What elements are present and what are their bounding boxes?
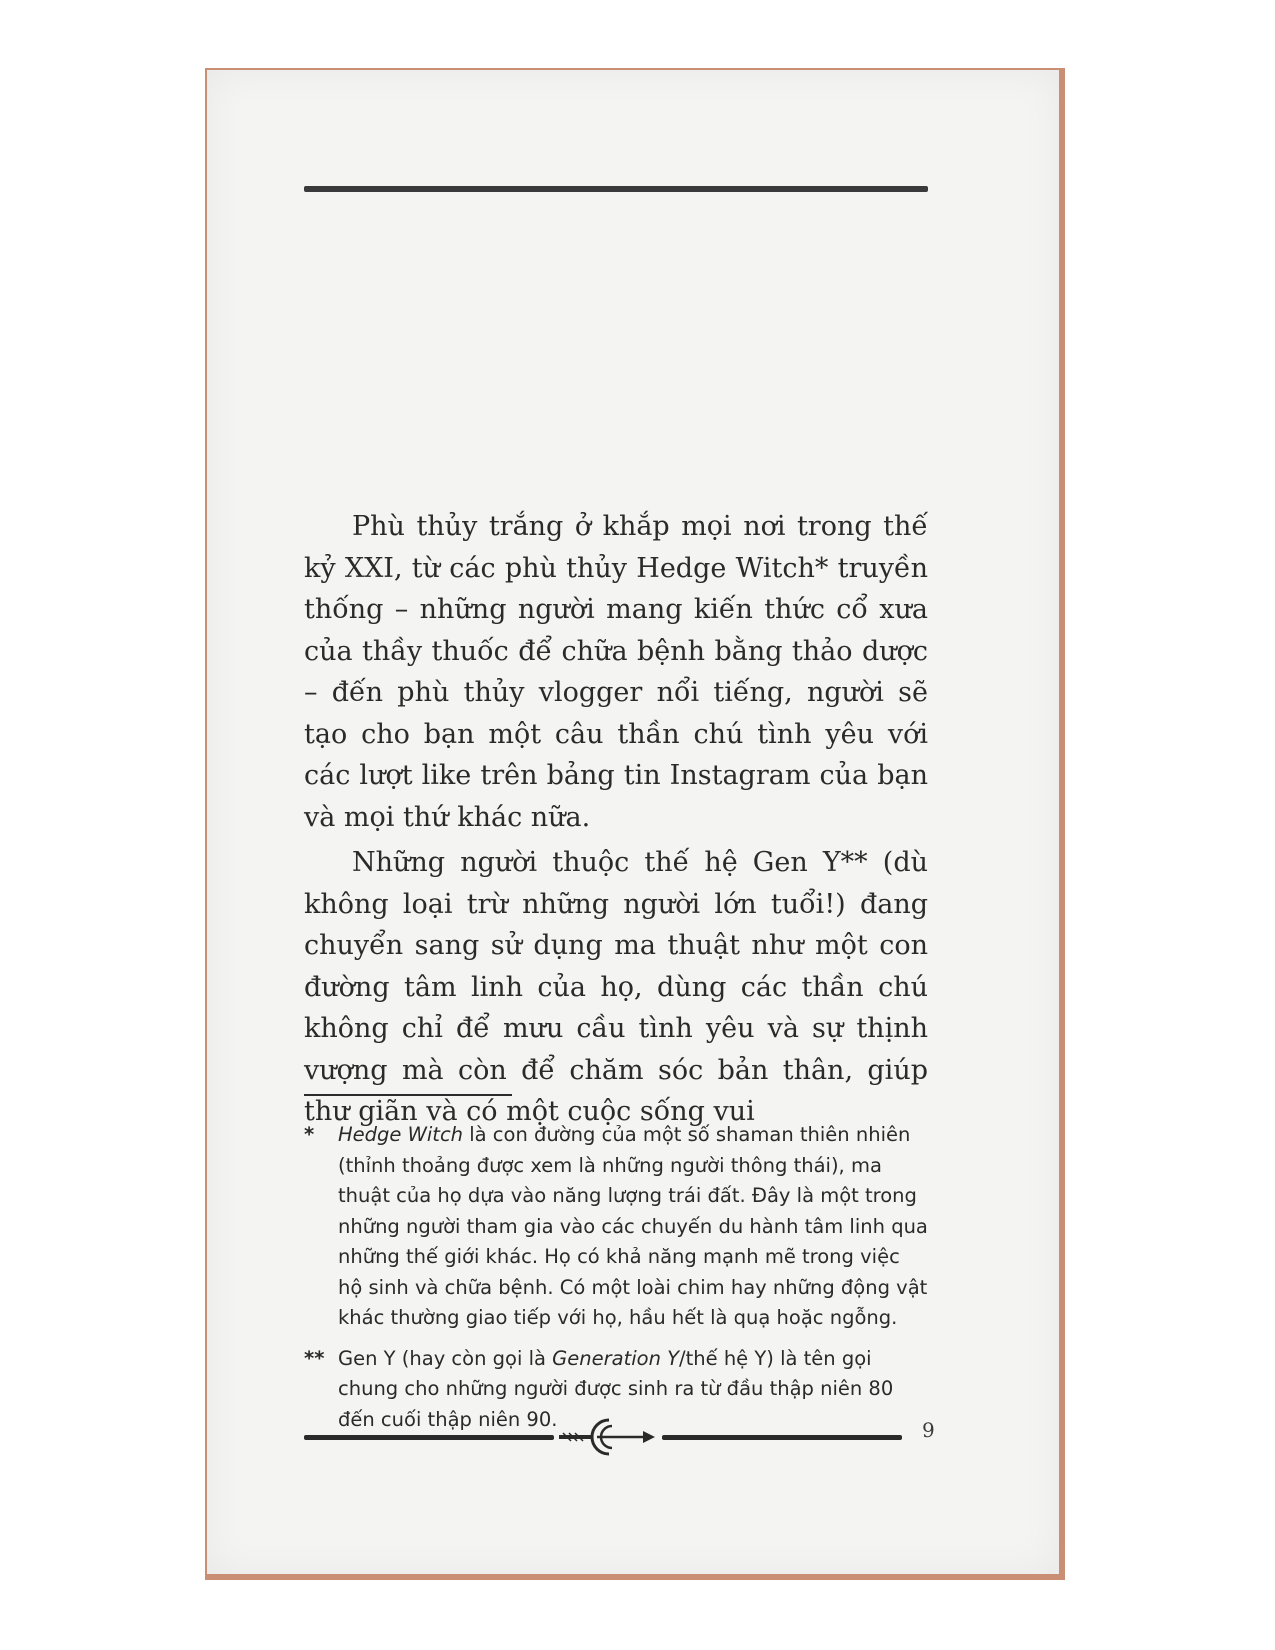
- footnote-2-before: Gen Y (hay còn gọi là: [338, 1346, 553, 1370]
- footnote-rule: [304, 1094, 512, 1096]
- footnote-1-mark: *: [304, 1123, 315, 1146]
- footnote-2-after: /thế hệ Y) là tên gọi chung cho những người được sinh ra từ đầu thập niên 80 đến cuối thập niên 90.: [338, 1346, 894, 1431]
- paragraph-2: Những người thuộc thế hệ Gen Y** (dù không loại trừ những người lớn tuổi!) đang chuyển sang sử dụng ma thuật như một con đường tâm linh của họ, dùng các thần chú không chỉ để mưu cầu tình yêu và sự thịnh vượng mà còn để chăm sóc bản thân, giúp thư giãn và có một cuộc sống vui: [304, 847, 928, 1127]
- footnote-1-body: là con đường của một số shaman thiên nhiên (thỉnh thoảng được xem là những người thông thái), ma thuật của họ dựa vào năng lượng trái đất. Đây là một trong những người tham gia vào các chuyến du hành tâm linh qua những thế giới khác. Họ có khả năng mạnh mẽ trong việc hộ sinh và chữa bệnh. Có một loài chim hay những động vật khác thường giao tiếp với họ, hầu hết là quạ hoặc ngỗng.: [338, 1123, 928, 1329]
- crescent-arrow-icon: [557, 1412, 657, 1462]
- footnote-2-term: Generation Y: [552, 1346, 680, 1370]
- footnote-2-mark: **: [304, 1346, 325, 1370]
- body-text: [304, 506, 928, 1137]
- footer-rule-right: [662, 1435, 902, 1440]
- footer-rule-left: [304, 1435, 554, 1440]
- footnotes: [304, 1120, 928, 1445]
- page-number: 9: [922, 1418, 935, 1442]
- footnote-1: [304, 1120, 928, 1334]
- header-rule: [304, 186, 928, 192]
- footnote-1-term: Hedge Witch: [338, 1123, 464, 1146]
- paragraph-1: Phù thủy trắng ở khắp mọi nơi trong thế kỷ XXI, từ các phù thủy Hedge Witch* truyền thống – những người mang kiến thức cổ xưa của thầy thuốc để chữa bệnh bằng thảo dược – đến phù thủy vlogger nổi tiếng, người sẽ tạo cho bạn một câu thần chú tình yêu với các lượt like trên bảng tin Instagram của bạn và mọi thứ khác nữa.: [304, 511, 928, 833]
- footnote-1-text: [338, 1120, 928, 1334]
- book-page: [207, 70, 1059, 1574]
